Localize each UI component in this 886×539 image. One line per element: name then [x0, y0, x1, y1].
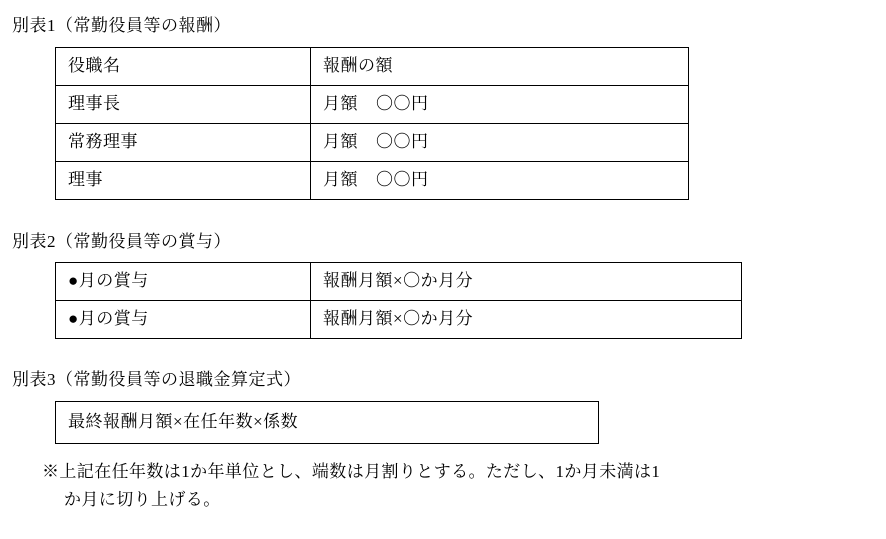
retirement-formula-cell: 最終報酬月額×在任年数×係数	[56, 402, 599, 444]
amount-label: 月額	[323, 131, 358, 151]
amount-value: 〇〇円	[376, 93, 429, 113]
retirement-note	[42, 458, 872, 514]
section-gap	[0, 339, 886, 368]
table-row	[56, 301, 742, 339]
section-heading-1: 別表1（常勤役員等の報酬）	[12, 16, 231, 35]
table-remuneration	[55, 47, 689, 200]
bonus-formula-cell: 報酬月額×〇か月分	[311, 263, 742, 301]
table-row	[56, 263, 742, 301]
retirement-note-line-1: ※上記在任年数は1か年単位とし、端数は月割りとする。ただし、1か月未満は1	[42, 461, 661, 481]
amount-cell	[311, 123, 689, 161]
position-name-cell: 理事	[56, 161, 311, 199]
amount-value: 〇〇円	[376, 169, 429, 189]
table-row	[56, 85, 689, 123]
table-row	[56, 47, 689, 85]
position-name-cell: 理事長	[56, 85, 311, 123]
amount-value: 〇〇円	[376, 131, 429, 151]
bonus-month-cell: ●月の賞与	[56, 263, 311, 301]
table-retirement-formula	[55, 401, 599, 444]
section-heading-2: 別表2（常勤役員等の賞与）	[12, 231, 231, 251]
position-name-cell: 常務理事	[56, 123, 311, 161]
table-header-position: 役職名	[56, 47, 311, 85]
table-header-amount: 報酬の額	[311, 47, 689, 85]
table-row	[56, 402, 599, 444]
section-gap	[0, 200, 886, 230]
amount-cell	[311, 161, 689, 199]
amount-label: 月額	[323, 169, 358, 189]
amount-cell	[311, 85, 689, 123]
table-bonus	[55, 262, 742, 339]
amount-label: 月額	[323, 93, 358, 113]
retirement-note-line-2: か月に切り上げる。	[64, 490, 221, 509]
bonus-formula-cell: 報酬月額×〇か月分	[311, 301, 742, 339]
section-heading-3: 別表3（常勤役員等の退職金算定式）	[12, 370, 301, 390]
table-row	[56, 123, 689, 161]
table-row	[56, 161, 689, 199]
bonus-month-cell: ●月の賞与	[56, 301, 311, 339]
